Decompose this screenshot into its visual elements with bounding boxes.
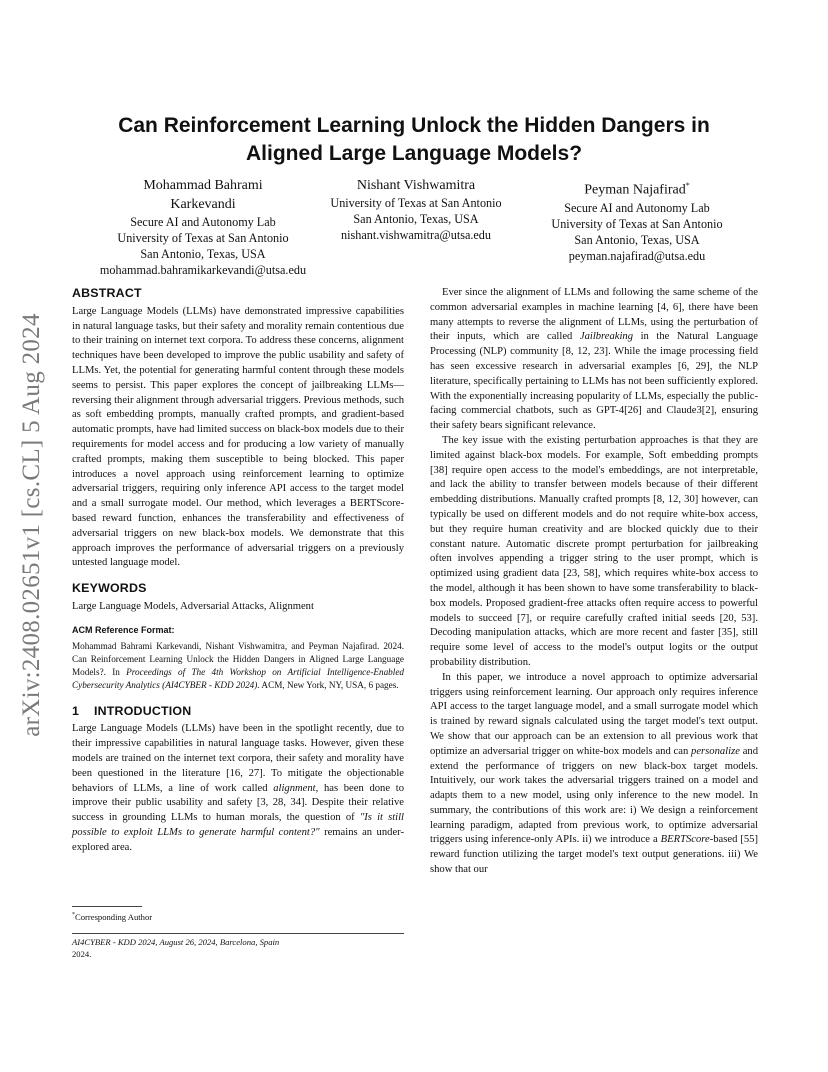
author-affiliation: Secure AI and Autonomy Lab <box>564 200 710 215</box>
venue-year: 2024. <box>72 949 92 959</box>
footnote-text: Corresponding Author <box>75 912 153 922</box>
author-name-row <box>532 176 742 200</box>
author-name-line-1: Mohammad Bahrami <box>143 178 263 193</box>
author-affiliation: University of Texas at San Antonio <box>330 196 502 210</box>
arxiv-side-stamp <box>14 290 50 760</box>
section-title: INTRODUCTION <box>94 703 192 718</box>
footnote-rule <box>72 906 142 907</box>
title-line-2: Aligned Large Language Models? <box>245 142 583 165</box>
abstract-text: Large Language Models (LLMs) have demonstrated impressive capabilities in natural language tasks, but their safety and morality remain contentious due to their training on internet text corpora. To address these concerns, alignment techniques have been developed to improve the public usability and safety of LLMs. Yet, the potential for generating harmful content through these models seems to persist. This paper explores the concept of jailbreaking LLMs—reversing their alignment through adversarial triggers. Previous methods, such as soft embedding prompts, manually crafted prompts, and gradient-based automatic prompts, have had limited success on black-box models due to their requirements for model access and for producing a low variety of manually crafted prompts, making them susceptible to being blocked. This paper introduces a novel approach using reinforcement learning to optimize adversarial triggers, requiring only inference API access to the target model and a small surrogate model. Our method, which leverages a BERTScore-based reward function, enhances the transferability and effectiveness of adversarial triggers on new black-box models. We demonstrate that this approach improves the performance of adversarial triggers on a previously untested language model. <box>72 305 404 569</box>
body-paragraph: Ever since the alignment of LLMs and following the same scheme of the common adversarial examples in machine learning [4, 6], there have been many attempts to reverse the alignment of LLMs, using the perturbation of their inputs, which are called Jailbreaking in the Natural Language Processing (NLP) community [8, 12, 23]. While the image processing field has seen excessive research in adversarial examples [6, 29], the NLP literature, specifically pertaining to LLMs has not been sufficiently explored. With the exponentially increasing popularity of LLMs, especially the public-facing commercial chatbots, such as GPT-4[26] and Claude3[2], ensuring their safety bears significant relevance. <box>430 287 758 432</box>
introduction-paragraph: Large Language Models (LLMs) have been in the spotlight recently, due to their impressive capabilities in natural language tasks. However, given these models are trained on the internet text corpora, their safety and morality have been questioned in the literature [16, 27]. To mitigate the objectionable behaviors of LLMs, a line of work called alignment, has been done to improve their public usability and safety [3, 28, 34]. Despite their relative success in grounding LLMs to human morals, the question of "Is it still possible to exploit LLMs to generate harmful content?" remains an under-explored area. <box>72 723 405 853</box>
section-number: 1 <box>72 703 80 718</box>
author-name: Peyman Najafirad <box>584 182 686 198</box>
body-paragraph: The key issue with the existing perturbation approaches is that they are limited against black-box models. For example, Soft embedding prompts [38] require open access to the model's embeddings, are not interpretable, and lack the ability to transfer between models because of their different embedding distributions. Manually crafted prompts [8, 12, 30] however, can typically be used on different models and do not require white-box access, but they require human creativity and are blocked quickly due to their constant nature. Automatic discrete prompt perturbation for jailbreaking often involves appending a trigger string to the user prompt, which is optimized using gradient data [23, 58], which requires white-box access to the model, although it has been shown to have some transferability to black-box models. Proposed gradient-free attacks often require access to powerful models to succeed [7], or require carefully crafted initial seeds [20, 53]. Decoding manipulation attacks, which are more recent and faster [35], still require some level of access to the model's output logits or the output probability distribution. <box>430 434 758 668</box>
author-block-3 <box>532 176 742 264</box>
author-name-line-2: Karkevandi <box>170 197 236 212</box>
author-block-2 <box>306 176 526 243</box>
footnote-mark: * <box>72 912 75 919</box>
keywords-heading: KEYWORDS <box>72 581 147 596</box>
corresponding-mark: * <box>685 181 690 190</box>
author-name: Nishant Vishwamitra <box>356 178 476 193</box>
author-email: mohammad.bahramikarkevandi@utsa.edu <box>99 263 307 277</box>
left-column <box>72 286 404 856</box>
author-block-1 <box>78 176 328 278</box>
author-location: San Antonio, Texas, USA <box>140 247 266 261</box>
acm-reference-heading: ACM Reference Format: <box>72 624 175 635</box>
abstract-heading: ABSTRACT <box>72 286 142 300</box>
paper-title <box>70 112 758 168</box>
venue-note <box>72 936 404 960</box>
author-email: nishant.vishwamitra@utsa.edu <box>341 228 491 242</box>
venue-rule <box>72 933 404 934</box>
author-affiliation: Secure AI and Autonomy Lab <box>130 215 276 229</box>
right-column <box>430 286 758 878</box>
author-location: San Antonio, Texas, USA <box>574 232 700 247</box>
introduction-heading <box>72 704 404 719</box>
title-line-1: Can Reinforcement Learning Unlock the Hidden Dangers in <box>118 114 710 137</box>
footnote <box>72 912 152 922</box>
author-location: San Antonio, Texas, USA <box>353 212 479 226</box>
body-paragraph: In this paper, we introduce a novel approach to optimize adversarial triggers using reinforcement learning. Our approach only requires inference API access to the target language model, and a small surrogate model which is trained by reward signals calculated using the target model's text output. We show that our approach can be an extension to all previous work that optimize an adversarial trigger on white-box models and can personalize and extend the performance of triggers on new black-box target models. Intuitively, our work takes the adversarial triggers trained on a model and adapts them to a new model, using only inference to the new model. In summary, the contributions of this work are: i) We design a reinforcement learning paradigm, adapted from previous work, to optimize adversarial triggers using inference-only APIs. ii) we introduce a BERTScore-based [55] reward function utilizing the target model's text output generations. iii) We show that our <box>430 671 758 876</box>
venue-line: AI4CYBER - KDD 2024, August 26, 2024, Barcelona, Spain <box>72 937 280 947</box>
acm-reference-text: Mohammad Bahrami Karkevandi, Nishant Vishwamitra, and Peyman Najafirad. 2024. Can Reinforcement Learning Unlock the Hidden Dangers in Aligned Large Language Models?. In Proceedings of The 4th Workshop on Artificial Intelligence-Enabled Cybersecurity Analytics (AI4CYBER - KDD 2024). ACM, New York, NY, USA, 6 pages. <box>72 640 404 690</box>
keywords-text: Large Language Models, Adversarial Attacks, Alignment <box>72 600 314 612</box>
author-affiliation: University of Texas at San Antonio <box>551 216 723 231</box>
arxiv-identifier: arXiv:2408.02651v1 [cs.CL] 5 Aug 2024 <box>18 313 45 737</box>
author-email: peyman.najafirad@utsa.edu <box>568 248 706 263</box>
author-affiliation: University of Texas at San Antonio <box>117 231 289 245</box>
